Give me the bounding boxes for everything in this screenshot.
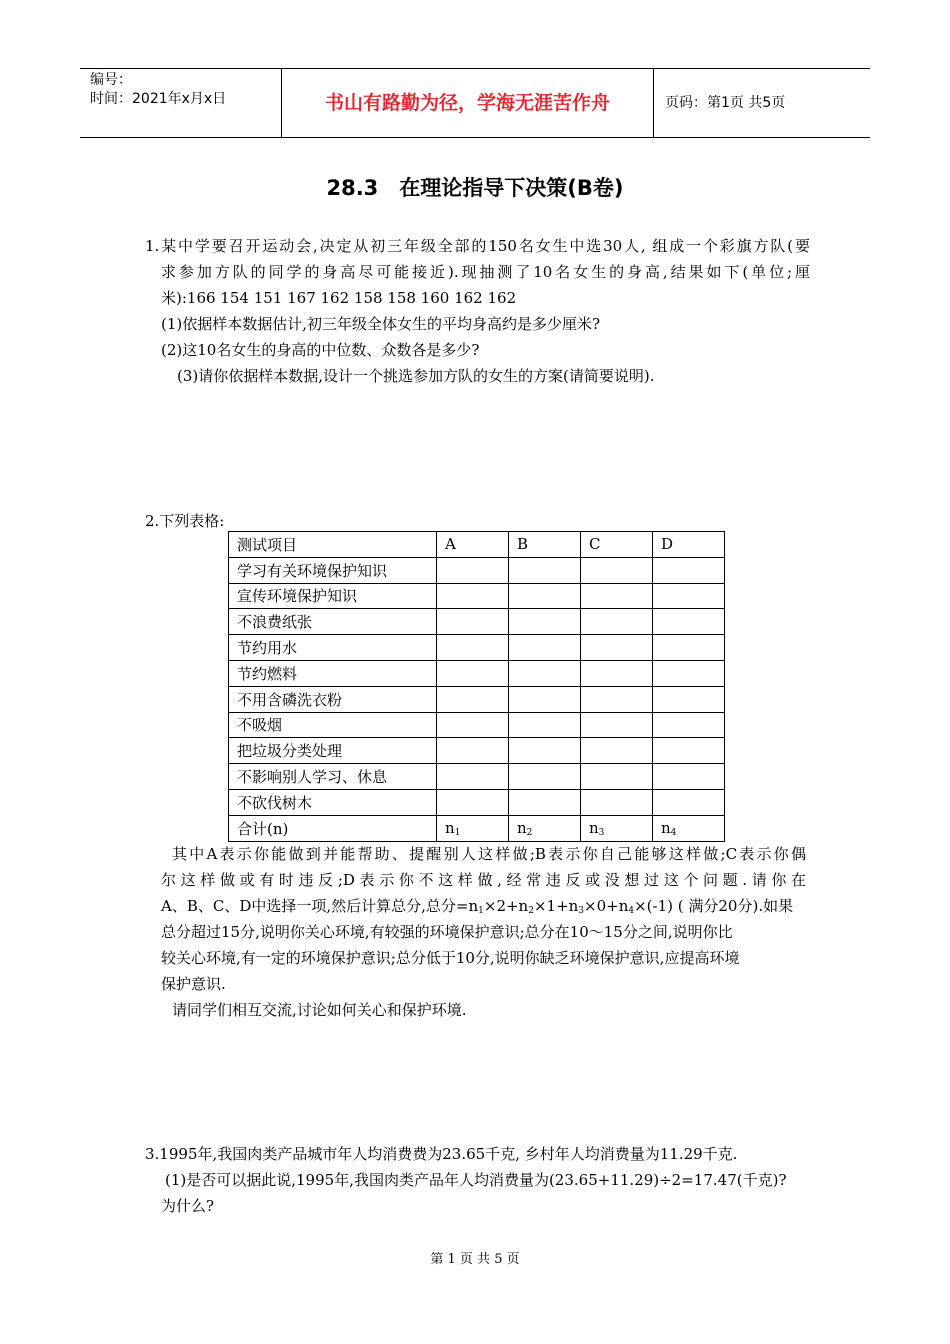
- table-cell-empty: [653, 583, 725, 609]
- table-cell-item: 不浪费纸张: [229, 609, 437, 635]
- table-cell-empty: [581, 789, 653, 815]
- table-cell-item: 节约燃料: [229, 660, 437, 686]
- q2-para-5: 较关心环境,有一定的环境保护意识;总分低于10分,说明你缺乏环境保护意识,应提高环境: [161, 949, 740, 967]
- q2-para-4: 总分超过15分,说明你关心环境,有较强的环境保护意识;总分在10～15分之间,说明你比: [161, 923, 733, 941]
- table-cell-empty: [653, 557, 725, 583]
- table-cell-empty: [437, 712, 509, 738]
- table-cell-empty: [653, 609, 725, 635]
- formula-subscript: 2: [528, 906, 534, 916]
- table-row: [229, 635, 725, 661]
- table-cell-empty: [509, 789, 581, 815]
- total-symbol: n: [517, 818, 527, 837]
- table-cell-empty: [509, 738, 581, 764]
- table-cell-item: 不吸烟: [229, 712, 437, 738]
- time-label: 时间：2021年x月x日: [90, 91, 227, 107]
- table-cell-empty: [437, 764, 509, 790]
- table-cell-empty: [509, 557, 581, 583]
- document-header: [80, 68, 870, 138]
- table-cell-empty: [437, 686, 509, 712]
- table-row: [229, 583, 725, 609]
- table-cell-item: 宣传环境保护知识: [229, 583, 437, 609]
- q3-sub-1-cont: 为什么?: [161, 1197, 215, 1215]
- q2-para-7: 请同学们相互交流,讨论如何关心和保护环境.: [172, 1001, 467, 1019]
- table-cell-empty: [437, 557, 509, 583]
- q2-para-2: 尔这样做或有时违反;D表示你不这样做,经常违反或没想过这个问题.请你在: [161, 871, 806, 889]
- q2-para-1: 其中A表示你能做到并能帮助、提醒别人这样做;B表示你自己能够这样做;C表示你偶: [172, 845, 806, 863]
- formula-subscript: 4: [628, 906, 635, 916]
- table-total-label: 合计(n): [229, 815, 437, 841]
- table-header-cell: D: [653, 532, 725, 558]
- formula-part: A、B、C、D中选择一项,然后计算总分,总分=n: [161, 897, 479, 915]
- table-cell-empty: [581, 686, 653, 712]
- table-row: [229, 686, 725, 712]
- table-total-cell: [437, 815, 509, 841]
- q3-sub-1: (1)是否可以据此说,1995年,我国肉类产品年人均消费量为(23.65+11.29)÷2=17.47(千克)?: [165, 1171, 787, 1189]
- q1-line-1: 1.某中学要召开运动会,决定从初三年级全部的150名女生中选30人, 组成一个彩旗方队(要: [145, 237, 810, 255]
- table-cell-empty: [509, 660, 581, 686]
- evaluation-table: [228, 531, 725, 842]
- formula-subscript: 3: [578, 906, 585, 916]
- total-subscript: 1: [454, 827, 461, 838]
- table-cell-empty: [509, 635, 581, 661]
- table-cell-empty: [509, 712, 581, 738]
- table-header-cell: A: [437, 532, 509, 558]
- total-symbol: n: [589, 818, 599, 837]
- table-cell-empty: [509, 686, 581, 712]
- table-cell-empty: [581, 635, 653, 661]
- table-cell-empty: [653, 712, 725, 738]
- table-cell-empty: [437, 635, 509, 661]
- q2-para-6: 保护意识.: [161, 975, 226, 993]
- q3-line-1: 3.1995年,我国肉类产品城市年人均消费费为23.65千克, 乡村年人均消费量为11.29千克.: [145, 1145, 738, 1163]
- total-symbol: n: [445, 818, 455, 837]
- formula-part: ×2+n: [483, 897, 529, 915]
- table-cell-empty: [653, 635, 725, 661]
- q1-line-2: 求参加方队的同学的身高尽可能接近).现抽测了10名女生的身高,结果如下(单位;厘: [161, 263, 810, 281]
- table-row: [229, 557, 725, 583]
- table-cell-empty: [653, 686, 725, 712]
- table-row: [229, 660, 725, 686]
- table-cell-empty: [509, 764, 581, 790]
- table-header-row: [229, 532, 725, 558]
- table-header-cell: C: [581, 532, 653, 558]
- table-cell-item: 学习有关环境保护知识: [229, 557, 437, 583]
- page-footer: 第 1 页 共 5 页: [430, 1252, 520, 1267]
- table-cell-empty: [437, 738, 509, 764]
- q1-line-3: 米):166 154 151 167 162 158 158 160 162 162: [161, 289, 517, 307]
- formula-part: ×(-1) ( 满分20分).如果: [634, 897, 794, 915]
- table-header-cell: B: [509, 532, 581, 558]
- formula-subscript: 1: [478, 906, 484, 916]
- table-row: [229, 764, 725, 790]
- table-cell-empty: [653, 660, 725, 686]
- table-cell-empty: [653, 789, 725, 815]
- table-row: [229, 609, 725, 635]
- table-total-cell: [509, 815, 581, 841]
- table-total-cell: [653, 815, 725, 841]
- table-cell-empty: [653, 764, 725, 790]
- table-cell-item: 不砍伐树木: [229, 789, 437, 815]
- page-title: 28.3 在理论指导下决策(B卷): [326, 176, 624, 200]
- table-cell-empty: [437, 789, 509, 815]
- q1-sub-3: (3)请你依据样本数据,设计一个挑选参加方队的女生的方案(请简要说明).: [177, 367, 655, 385]
- header-motto: 书山有路勤为径，学海无涯苦作舟: [282, 69, 654, 137]
- q2-intro: 2.下列表格:: [145, 512, 225, 530]
- total-subscript: 3: [598, 827, 605, 838]
- table-cell-empty: [581, 738, 653, 764]
- header-page-info: 页码：第1页 共5页: [665, 95, 786, 111]
- table-cell-item: 把垃圾分类处理: [229, 738, 437, 764]
- q1-sub-2: (2)这10名女生的身高的中位数、众数各是多少?: [161, 341, 480, 359]
- formula-part: ×0+n: [584, 897, 629, 915]
- total-symbol: n: [661, 818, 671, 837]
- total-subscript: 4: [670, 827, 677, 838]
- table-total-row: [229, 815, 725, 841]
- table-cell-item: 不影响别人学习、休息: [229, 764, 437, 790]
- q1-sub-1: (1)依据样本数据估计,初三年级全体女生的平均身高约是多少厘米?: [161, 315, 601, 333]
- table-cell-empty: [581, 660, 653, 686]
- header-meta: [80, 69, 282, 137]
- table-cell-item: 节约用水: [229, 635, 437, 661]
- table-cell-empty: [653, 738, 725, 764]
- table-row: [229, 712, 725, 738]
- table-cell-empty: [581, 557, 653, 583]
- table-cell-item: 不用含磷洗衣粉: [229, 686, 437, 712]
- table-cell-empty: [437, 609, 509, 635]
- table-cell-empty: [509, 583, 581, 609]
- formula-part: ×1+n: [533, 897, 579, 915]
- table-cell-empty: [581, 764, 653, 790]
- total-subscript: 2: [526, 827, 533, 838]
- table-cell-empty: [437, 583, 509, 609]
- table-cell-empty: [509, 609, 581, 635]
- table-header-cell: 测试项目: [229, 532, 437, 558]
- table-cell-empty: [581, 609, 653, 635]
- table-cell-empty: [437, 660, 509, 686]
- table-row: [229, 738, 725, 764]
- table-cell-empty: [581, 583, 653, 609]
- number-label: 编号：: [90, 72, 132, 88]
- table-cell-empty: [581, 712, 653, 738]
- table-row: [229, 789, 725, 815]
- table-total-cell: [581, 815, 653, 841]
